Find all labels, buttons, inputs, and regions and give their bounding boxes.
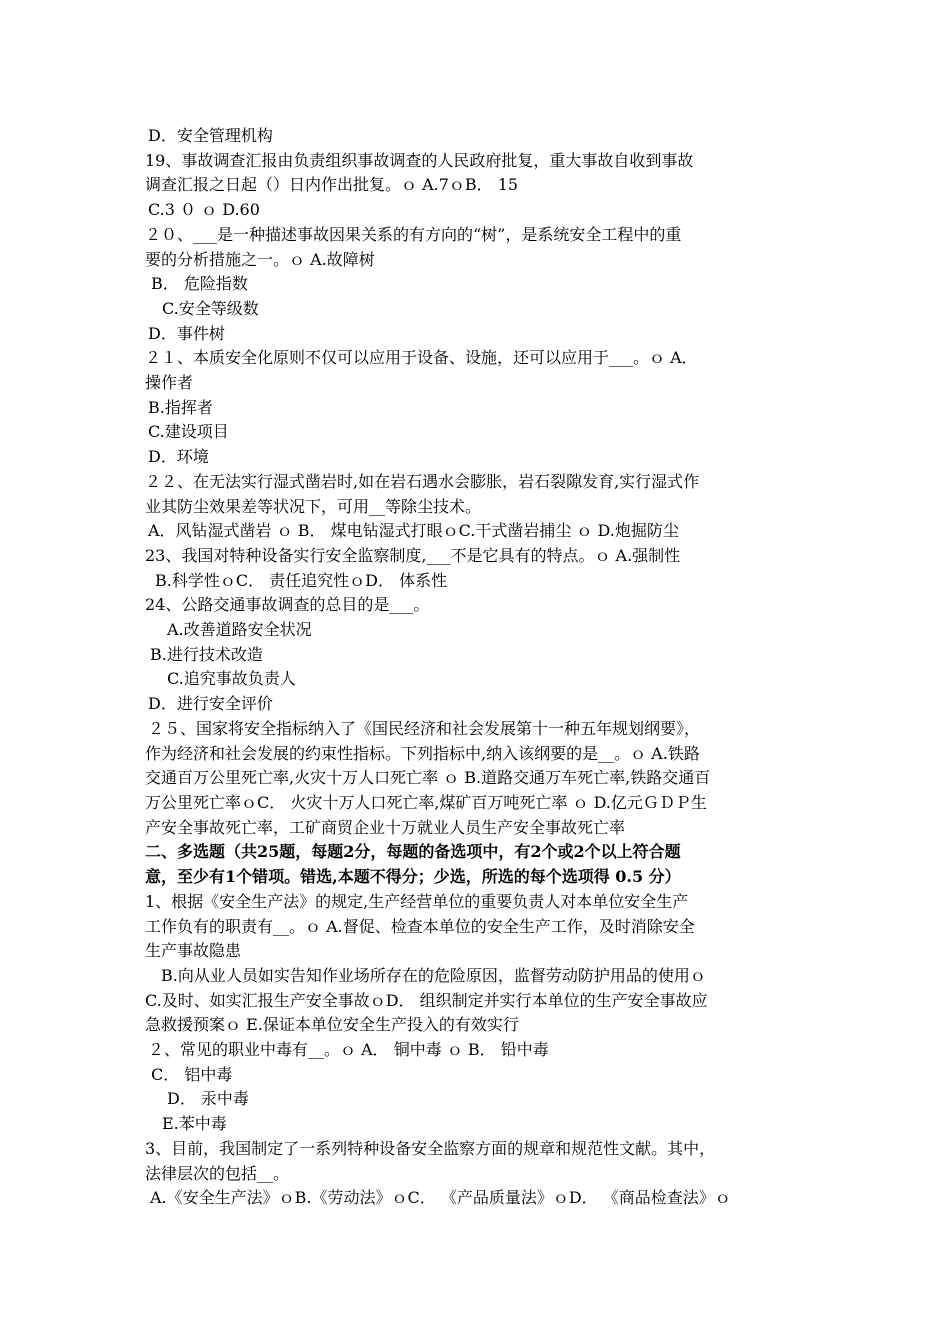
- text-line: B.指挥者: [148, 397, 213, 417]
- text-line: A．风钻湿式凿岩 ｏ B． 煤电钻湿式打眼ｏC.干式凿岩捕尘 ｏ D.炮掘防尘: [148, 521, 679, 541]
- text-line: C． 铝中毒: [151, 1064, 233, 1084]
- text-line: ２１、本质安全化原则不仅可以应用于设备、设施，还可以应用于___。ｏ A．: [145, 348, 698, 368]
- section-heading-line: 意，至少有1个错项。错选,本题不得分；少选，所选的每个选项得 0.5 分）: [145, 867, 681, 887]
- text-line: 交通百万公里死亡率,火灾十万人口死亡率 ｏ B.道路交通万车死亡率,铁路交通百: [145, 768, 711, 788]
- text-line: A.《安全生产法》ｏB.《劳动法》ｏC． 《产品质量法》ｏD． 《商品检查法》ｏ: [150, 1188, 731, 1208]
- text-line: 要的分析措施之一。ｏ A.故障树: [145, 249, 375, 269]
- text-line: ２２、在无法实行湿式凿岩时,如在岩石遇水会膨胀，岩石裂隙发育,实行湿式作: [145, 471, 700, 491]
- text-line: 法律层次的包括__。: [145, 1163, 290, 1183]
- text-line: B． 危险指数: [151, 274, 248, 294]
- text-line: C.3 ０ ｏ D.60: [148, 200, 260, 220]
- text-line: D．事件树: [148, 323, 225, 343]
- text-line: D． 汞中毒: [167, 1089, 249, 1109]
- text-line: C.安全等级数: [162, 298, 259, 318]
- text-line: 操作者: [145, 373, 194, 393]
- text-line: ２５、国家将安全指标纳入了《国民经济和社会发展第十一种五年规划纲要》，: [148, 718, 701, 738]
- text-line: ２、常见的职业中毒有__。ｏ A． 铜中毒 ｏ B． 铅中毒: [148, 1040, 549, 1060]
- text-line: 3、目前，我国制定了一系列特种设备安全监察方面的规章和规范性文献。其中，: [145, 1138, 716, 1158]
- text-line: 19、事故调查汇报由负责组织事故调查的人民政府批复，重大事故自收到事故: [145, 150, 694, 170]
- text-line: D．环境: [148, 447, 209, 467]
- text-line: B.科学性ｏC． 责任追究性ｏD． 体系性: [155, 570, 448, 590]
- text-line: C.建设项目: [148, 422, 229, 442]
- text-line: B.向从业人员如实告知作业场所存在的危险原因，监督劳动防护用品的使用ｏ: [161, 965, 706, 985]
- text-line: 业其防尘效果差等状况下，可用__等除尘技术。: [145, 496, 482, 516]
- text-line: 1、根据《安全生产法》的规定,生产经营单位的重要负责人对本单位安全生产: [145, 891, 689, 911]
- text-line: 急救援预案ｏ E.保证本单位安全生产投入的有效实行: [145, 1015, 519, 1035]
- document-body: [145, 124, 813, 1211]
- text-line: 生产事故隐患: [145, 941, 242, 961]
- text-line: 工作负有的职责有__。ｏ A.督促、检查本单位的安全生产工作，及时消除安全: [145, 916, 695, 936]
- text-line: A.改善道路安全状况: [167, 620, 312, 640]
- text-line: 产安全事故死亡率，工矿商贸企业十万就业人员生产安全事故死亡率: [145, 817, 626, 837]
- text-line: E.苯中毒: [162, 1114, 227, 1134]
- text-line: 调查汇报之日起（）日内作出批复。ｏ A.7ｏB． 15: [145, 175, 519, 195]
- text-line: 23、我国对特种设备实行安全监察制度,___不是它具有的特点。ｏ A.强制性: [145, 545, 681, 565]
- section-heading-line: 二、多选题（共25题，每题2分，每题的备选项中，有2个或2个以上符合题: [145, 842, 681, 862]
- text-line: 24、公路交通事故调查的总目的是___。: [145, 595, 430, 615]
- text-line: 作为经济和社会发展的约束性指标。下列指标中,纳入该纲要的是__。ｏ A.铁路: [145, 743, 700, 763]
- text-line: 万公里死亡率ｏC． 火灾十万人口死亡率,煤矿百万吨死亡率 ｏ D.亿元ＧＤＰ生: [145, 792, 707, 812]
- text-line: C.及时、如实汇报生产安全事故ｏD． 组织制定并实行本单位的生产安全事故应: [145, 990, 708, 1010]
- text-line: D．安全管理机构: [148, 126, 273, 145]
- text-line: B.进行技术改造: [150, 644, 263, 664]
- text-line: ２０、___是一种描述事故因果关系的有方向的“树”，是系统安全工程中的重: [145, 224, 682, 244]
- text-line: D．进行安全评价: [148, 694, 273, 714]
- text-line: C.追究事故负责人: [167, 669, 296, 689]
